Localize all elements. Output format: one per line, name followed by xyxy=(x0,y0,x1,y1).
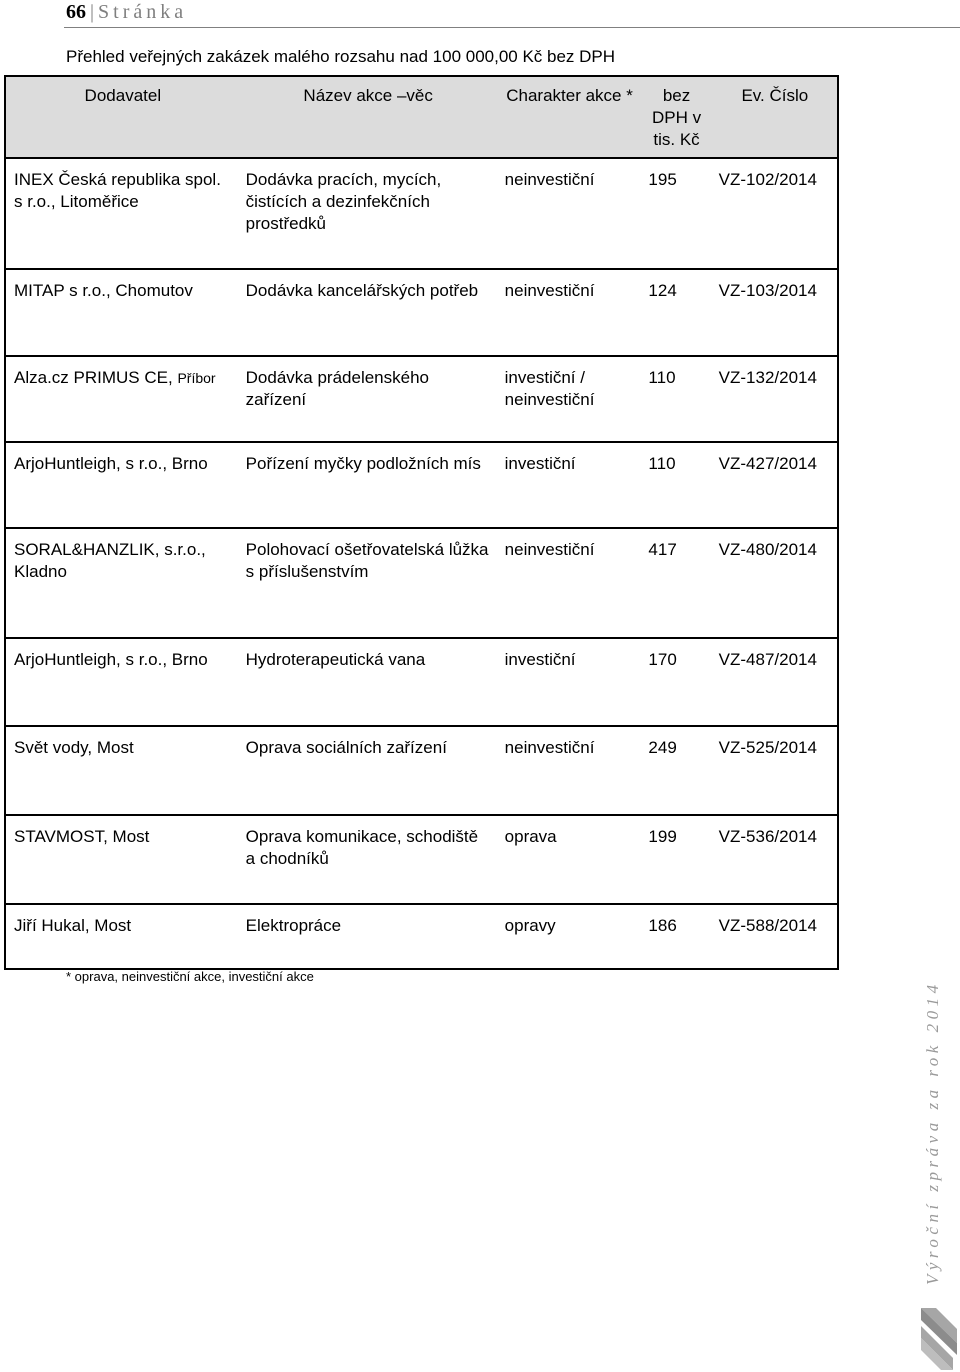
cell-name: Pořízení myčky podložních mís xyxy=(238,442,497,528)
cell-name: Dodávka pracích, mycích, čistících a dezinfekčních prostředků xyxy=(238,158,497,269)
cell-type: neinvestiční xyxy=(497,528,641,638)
cell-supplier xyxy=(5,356,238,442)
column-header-type: Charakter akce * xyxy=(497,76,641,158)
cell-number: VZ-525/2014 xyxy=(711,726,838,815)
cell-type: investiční / neinvestiční xyxy=(497,356,641,442)
table-row xyxy=(5,158,838,269)
cell-number: VZ-480/2014 xyxy=(711,528,838,638)
footnote: * oprava, neinvestiční akce, investiční akce xyxy=(66,969,314,984)
cell-value: 110 xyxy=(640,442,710,528)
cell-value: 417 xyxy=(640,528,710,638)
side-caption: Výroční zpráva za rok 2014 xyxy=(923,980,942,1285)
header-separator: | xyxy=(90,1,95,23)
cell-number: VZ-427/2014 xyxy=(711,442,838,528)
column-header-name: Název akce –věc xyxy=(238,76,497,158)
cell-name: Polohovací ošetřovatelská lůžka s příslušenstvím xyxy=(238,528,497,638)
cell-number: VZ-103/2014 xyxy=(711,269,838,356)
page-number: 66 xyxy=(66,1,86,23)
cell-value: 186 xyxy=(640,904,710,969)
page-word: Stránka xyxy=(98,1,188,23)
cell-supplier: ArjoHuntleigh, s r.o., Brno xyxy=(5,442,238,528)
cell-value: 199 xyxy=(640,815,710,904)
cell-type: neinvestiční xyxy=(497,158,641,269)
column-header-supplier: Dodavatel xyxy=(5,76,238,158)
cell-number: VZ-588/2014 xyxy=(711,904,838,969)
cell-supplier: Jiří Hukal, Most xyxy=(5,904,238,969)
table-row xyxy=(5,528,838,638)
cell-number: VZ-132/2014 xyxy=(711,356,838,442)
column-header-value: bez DPH v tis. Kč xyxy=(640,76,710,158)
cell-type: neinvestiční xyxy=(497,726,641,815)
supplier-text: Alza.cz PRIMUS CE, xyxy=(14,368,173,387)
cell-name: Oprava komunikace, schodiště a chodníků xyxy=(238,815,497,904)
table-row xyxy=(5,726,838,815)
header-rule xyxy=(64,27,960,28)
cell-supplier: ArjoHuntleigh, s r.o., Brno xyxy=(5,638,238,726)
cell-value: 195 xyxy=(640,158,710,269)
table-row xyxy=(5,904,838,969)
cell-value: 124 xyxy=(640,269,710,356)
table-row xyxy=(5,269,838,356)
cell-name: Hydroterapeutická vana xyxy=(238,638,497,726)
cell-name: Oprava sociálních zařízení xyxy=(238,726,497,815)
cell-value: 110 xyxy=(640,356,710,442)
cell-supplier: MITAP s r.o., Chomutov xyxy=(5,269,238,356)
cell-value: 249 xyxy=(640,726,710,815)
table-header-row xyxy=(5,76,838,158)
contracts-table xyxy=(4,75,839,970)
table-row xyxy=(5,638,838,726)
page-title: Přehled veřejných zakázek malého rozsahu nad 100 000,00 Kč bez DPH xyxy=(66,47,616,66)
cell-type: neinvestiční xyxy=(497,269,641,356)
table-row xyxy=(5,442,838,528)
cell-number: VZ-536/2014 xyxy=(711,815,838,904)
cell-name: Dodávka kancelářských potřeb xyxy=(238,269,497,356)
supplier-note: Příbor xyxy=(177,370,216,386)
cell-name: Elektropráce xyxy=(238,904,497,969)
cell-number: VZ-487/2014 xyxy=(711,638,838,726)
cell-type: opravy xyxy=(497,904,641,969)
cell-type: investiční xyxy=(497,638,641,726)
cell-value: 170 xyxy=(640,638,710,726)
table-row xyxy=(5,815,838,904)
chevron-logo-icon xyxy=(918,1306,960,1372)
page-header xyxy=(66,0,187,28)
cell-supplier: STAVMOST, Most xyxy=(5,815,238,904)
cell-type: oprava xyxy=(497,815,641,904)
cell-type: investiční xyxy=(497,442,641,528)
cell-supplier: INEX Česká republika spol. s r.o., Litoměřice xyxy=(5,158,238,269)
cell-number: VZ-102/2014 xyxy=(711,158,838,269)
cell-supplier: Svět vody, Most xyxy=(5,726,238,815)
cell-supplier: SORAL&HANZLIK, s.r.o., Kladno xyxy=(5,528,238,638)
column-header-number: Ev. Číslo xyxy=(711,76,838,158)
table-row xyxy=(5,356,838,442)
cell-name: Dodávka prádelenského zařízení xyxy=(238,356,497,442)
